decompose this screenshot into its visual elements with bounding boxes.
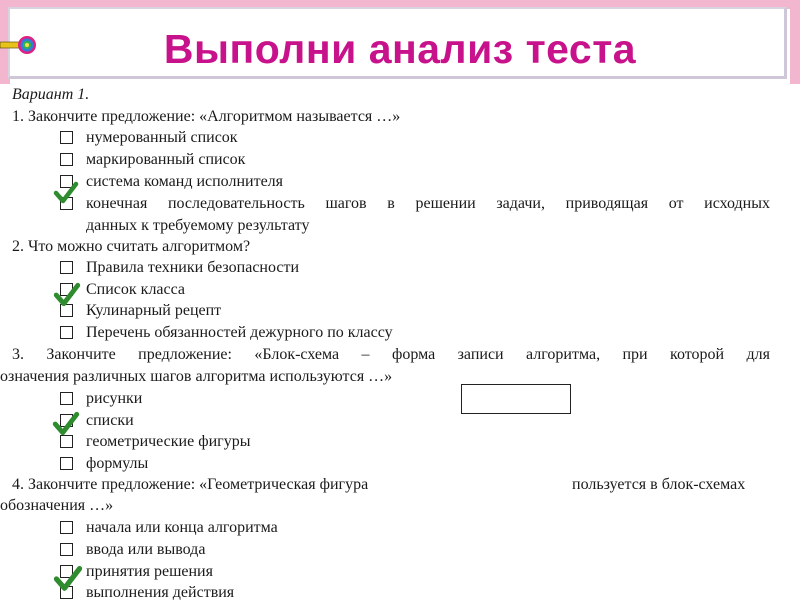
q3-option-4: формулы xyxy=(86,455,149,472)
question-1-text: 1. Закончите предложение: «Алгоритмом называется …» xyxy=(12,108,401,125)
q2-option-3: Кулинарный рецепт xyxy=(86,302,222,319)
q4-option-1: начала или конца алгоритма xyxy=(86,519,278,536)
q2-option-2: Список класса xyxy=(86,281,186,298)
q4-option-3: принятия решения xyxy=(86,563,213,580)
q3-option-1: рисунки xyxy=(86,390,143,407)
green-checkmark-icon xyxy=(53,281,81,309)
green-checkmark-icon xyxy=(52,410,80,438)
q4-option-4: выполнения действия xyxy=(86,584,235,601)
question-3-text-line1: 3. Закончите предложение: «Блок-схема – форма записи алгоритма, при которой для xyxy=(12,346,770,363)
q3-option-3: геометрические фигуры xyxy=(86,433,251,450)
checkbox-icon[interactable] xyxy=(60,261,73,274)
checkbox-icon[interactable] xyxy=(60,392,73,405)
pencil-pointer-icon xyxy=(0,33,40,59)
checkbox-icon[interactable] xyxy=(60,131,73,144)
checkbox-icon[interactable] xyxy=(60,153,73,166)
figure-placeholder-box xyxy=(461,384,571,414)
question-4-text-line1b: пользуется в блок-схемах xyxy=(572,476,746,493)
question-4-text-line1a: 4. Закончите предложение: «Геометрическая фигура xyxy=(12,476,369,493)
question-3-text-line2: означения различных шагов алгоритма используются …» xyxy=(0,368,393,385)
q1-option-3: система команд исполнителя xyxy=(86,173,284,190)
checkbox-icon[interactable] xyxy=(60,457,73,470)
q1-option-4-line1: конечная последовательность шагов в решении задачи, приводящая от исходных xyxy=(86,195,770,212)
q4-option-2: ввода или вывода xyxy=(86,541,206,558)
q3-option-2: списки xyxy=(86,412,134,429)
question-4-text-line2: обозначения …» xyxy=(0,497,114,514)
q2-option-1: Правила техники безопасности xyxy=(86,259,300,276)
test-document xyxy=(0,84,800,600)
variant-label: Вариант 1. xyxy=(12,86,90,103)
question-2-text: 2. Что можно считать алгоритмом? xyxy=(12,238,251,255)
green-checkmark-icon xyxy=(53,564,83,594)
checkbox-icon[interactable] xyxy=(60,326,73,339)
q2-option-4: Перечень обязанностей дежурного по классу xyxy=(86,324,393,341)
q1-option-4-line2: данных к требуемому результату xyxy=(86,217,310,234)
q1-option-1: нумерованный список xyxy=(86,129,238,146)
checkbox-icon[interactable] xyxy=(60,543,73,556)
slide-title: Выполни анализ теста xyxy=(163,26,637,72)
q1-option-2: маркированный список xyxy=(86,151,246,168)
green-checkmark-icon xyxy=(53,180,79,206)
checkbox-icon[interactable] xyxy=(60,521,73,534)
